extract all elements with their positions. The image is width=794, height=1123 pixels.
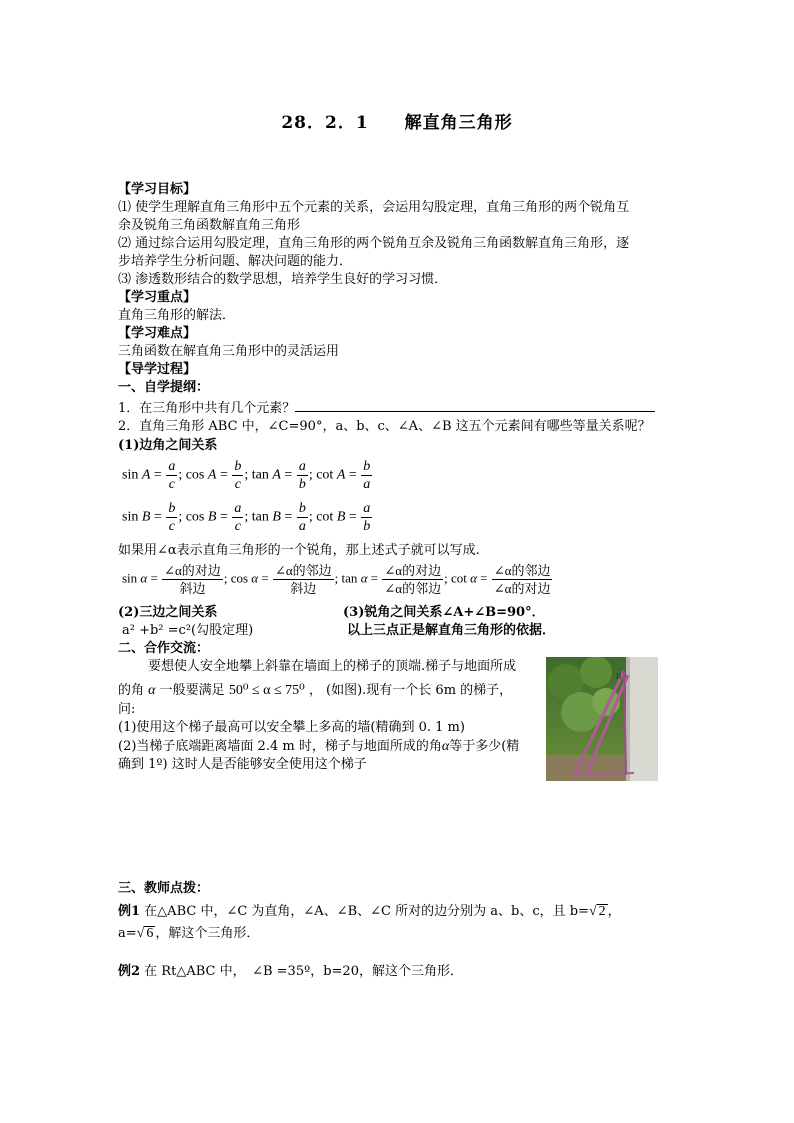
difficulty-header: 【学习难点】 (118, 326, 197, 341)
angle-range: 50⁰ ≤ α ≤ 75⁰ (228, 683, 305, 698)
frac-a-b: $\frac{a}{b}$ (363, 501, 371, 534)
example-1-cont: a=√ 6 ，解这个三角形． (118, 926, 260, 941)
coop-header: 二、合作交流： (118, 641, 210, 656)
process-header: 【导学过程】 (118, 362, 197, 377)
goal-3: ⑶ 渗透数形结合的数学思想，培养学生良好的学习习惯． (118, 272, 448, 287)
wall (626, 657, 658, 781)
difficulty-text: 三角函数在解直角三角形中的灵活运用 (118, 344, 340, 359)
example-1: 例1 在△ABC 中，∠C 为直角，∠A、∠B、∠C 所对的边分别为 a、b、c，且 b=√ 2 ， (118, 904, 621, 919)
frac-a-c: $\frac{a}{c}$ (234, 501, 242, 534)
question-1 (118, 399, 655, 417)
frac-b-c: $\frac{b}{c}$ (168, 501, 176, 534)
frac-b-c: $\frac{b}{c}$ (234, 459, 242, 492)
frac-b-a: $\frac{b}{a}$ (363, 459, 371, 492)
goal-1b: 余及锐角三角函数解直角三角形 (118, 218, 301, 233)
self-study-header: 一、自学提纲： (118, 380, 210, 395)
frac-a-b: $\frac{a}{b}$ (298, 459, 306, 492)
goal-2b: 步培养学生分析问题、解决问题的能力． (118, 254, 353, 269)
focus-text: 直角三角形的解法． (118, 308, 236, 323)
frac-opp-adj: $\frac{\text{∠α的对边}}{\text{∠α的邻边}}$ (384, 563, 442, 596)
example-1-label: 例1 (118, 904, 141, 919)
formula-row-a: sin A = $\frac{a}{c}$ ; cos A = $\frac{b}{c}$ ; tan A = $\frac{a}{b}$ ; cot A = $\frac{b}{a}$ (122, 459, 371, 492)
coop-para-1: 要想使人安全地攀上斜靠在墙面上的梯子的顶端.梯子与地面所成 (148, 659, 517, 674)
goal-1a: ⑴ 使学生理解直角三角形中五个元素的关系，会运用勾股定理，直角三角形的两个锐角互 (118, 200, 630, 215)
question-1-text: 1．在三角形中共有几个元素？ (118, 401, 296, 416)
label-letter: B (616, 672, 622, 681)
question-2: 2．直角三角形 ABC 中，∠C=90°，a、b、c、∠A、∠B 这五个元素间有哪些等量关系呢？ (118, 419, 651, 434)
basis-text: 以上三点正是解直角三角形的依据． (347, 623, 556, 638)
coop-question-1: (1)使用这个梯子最高可以安全攀上多高的墙(精确到 0. 1 m) (118, 720, 465, 735)
goals-header: 【学习目标】 (118, 182, 197, 197)
coop-para-3: 问: (118, 702, 136, 717)
frac-b-a: $\frac{b}{a}$ (298, 501, 306, 534)
example-2-label: 例2 (118, 964, 141, 979)
formula-row-b: sin B = $\frac{b}{c}$ ; cos B = $\frac{a}{c}$ ; tan B = $\frac{b}{a}$ ; cot B = $\frac{a}{b}$ (122, 501, 371, 534)
tree-crown (580, 657, 612, 688)
ladder-photo (546, 657, 658, 781)
frac-a-c: $\frac{a}{c}$ (168, 459, 176, 492)
three-sides-header: (2)三边之间关系 (118, 605, 218, 620)
example-2: 例2 在 Rt△ABC 中， ∠B =35º，b=20，解这个三角形． (118, 964, 463, 979)
coop-para-2: 的角 α 一般要满足 50⁰ ≤ α ≤ 75⁰ ， (如图).现有一个长 6m 的梯子， (118, 683, 513, 698)
formula-row-alpha: sin α = $\frac{\text{∠α的对边}}{\text{斜边}}$ ; cos α = $\frac{\text{∠α的邻边}}{\text{斜边}}$ ; tan α = $\frac{\text{∠α的对边}}{\text{∠α的邻边}}$ ; cot α = $\frac{\text{∠α的邻边}}{\text{∠α的对边}}$ (122, 563, 551, 596)
coop-question-2c: 确到 1º) 这时人是否能够安全使用这个梯子 (118, 757, 367, 772)
pythagoras-text: a² +b² =c²(勾股定理) (122, 623, 254, 638)
coop-question-2: (2)当梯子底端距离墙面 2.4 m 时，梯子与地面所成的角α等于多少(精 (118, 739, 520, 754)
frac-adj-opp: $\frac{\text{∠α的邻边}}{\text{∠α的对边}}$ (493, 563, 551, 596)
frac-opp-hyp: $\frac{\text{∠α的对边}}{\text{斜边}}$ (164, 563, 221, 596)
frac-adj-hyp: $\frac{\text{∠α的邻边}}{\text{斜边}}$ (274, 563, 332, 596)
focus-header: 【学习重点】 (118, 290, 197, 305)
goal-2a: ⑵ 通过综合运用勾股定理，直角三角形的两个锐角互余及锐角三角函数解直角三角形，逐 (118, 236, 630, 251)
answer-blank (295, 399, 655, 412)
teacher-header: 三、教师点拨： (118, 881, 210, 896)
page-title: 28．2．1 解直角三角形 (281, 113, 513, 133)
edge-angle-header: (1)边角之间关系 (118, 438, 218, 453)
acute-angles-header: (3)锐角之间关系∠A+∠B=90°． (343, 605, 545, 620)
alpha-intro: 如果用∠α表示直角三角形的一个锐角，那上述式子就可以写成. (118, 543, 480, 558)
